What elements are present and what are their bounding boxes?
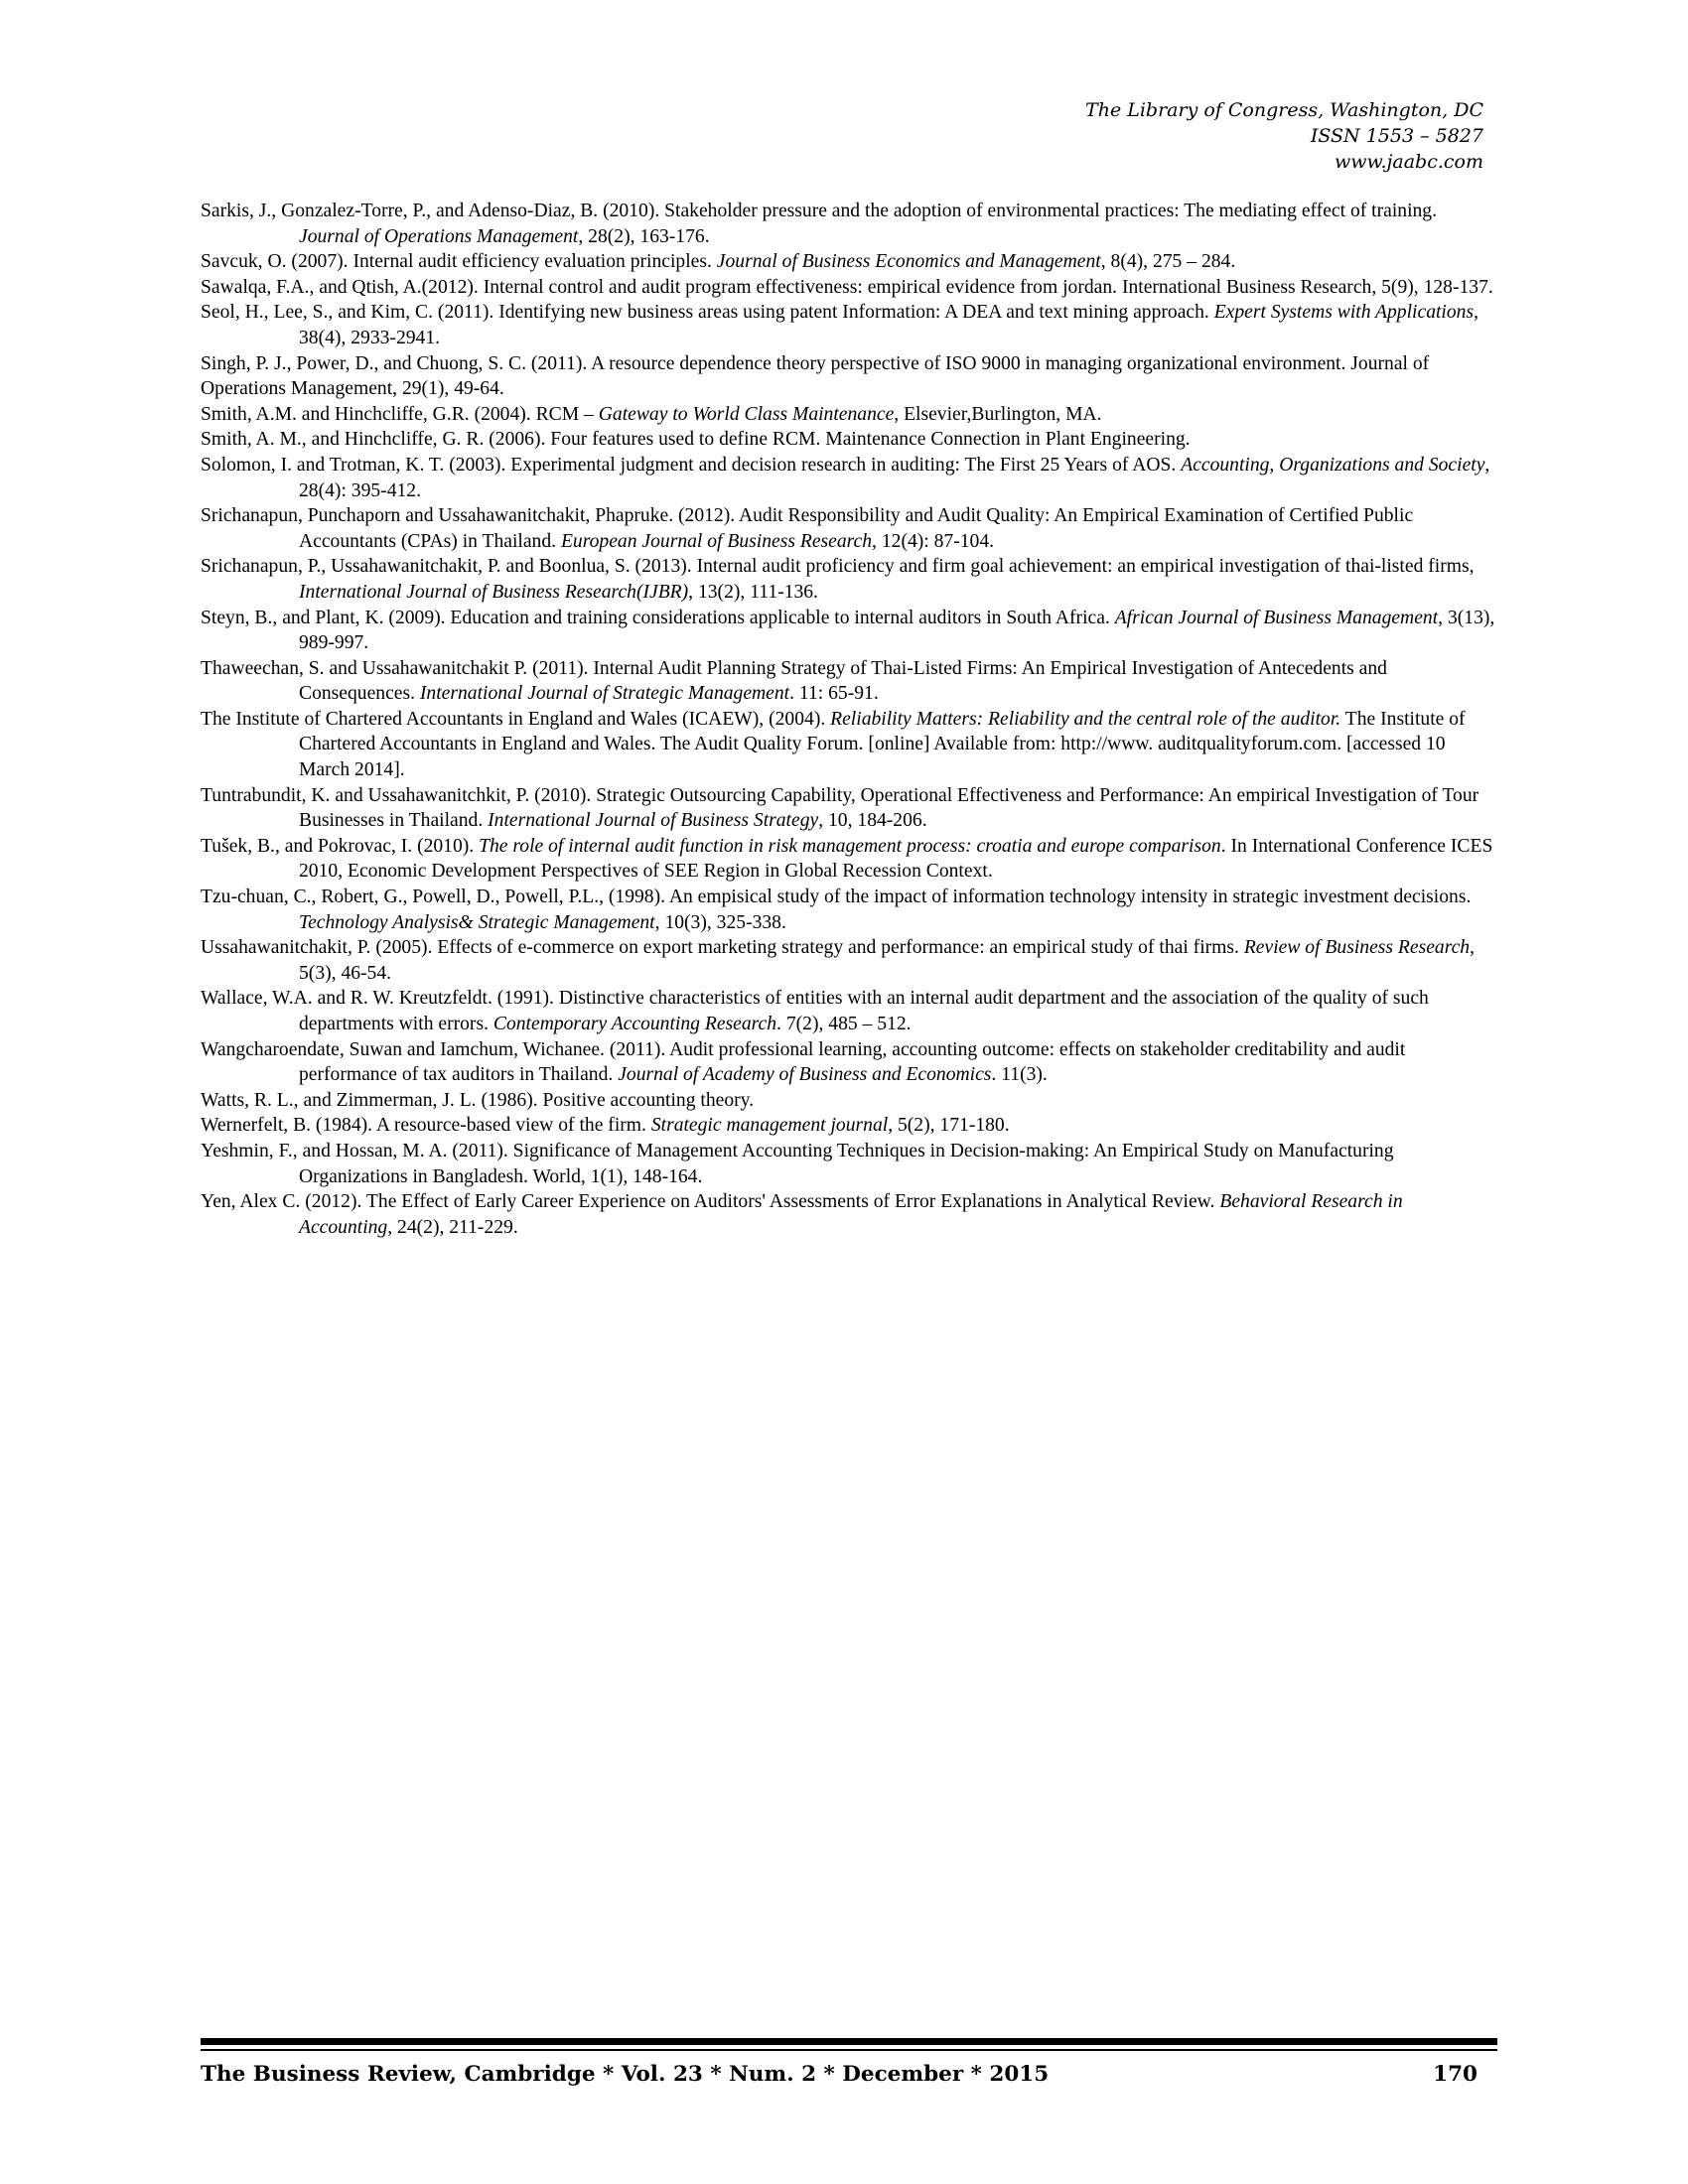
reference-text: Wallace, W.A. and R. W. Kreutzfeldt. (1991). Distinctive characteristics of entities with an internal audit department and the association of the quality of such departments with errors. <box>201 988 1429 1034</box>
reference-entry <box>201 707 1497 783</box>
running-header <box>1085 97 1483 175</box>
reference-entry <box>201 1113 1497 1139</box>
reference-entry <box>201 300 1497 350</box>
reference-entry <box>201 1037 1497 1088</box>
reference-details: , 5(2), 171-180. <box>888 1115 1010 1137</box>
reference-source-title: Journal of Business Economics and Management <box>716 251 1101 273</box>
reference-source-title: International Journal of Strategic Management <box>419 683 790 705</box>
reference-text: Tuntrabundit, K. and Ussahawanitchkit, P. (2010). Strategic Outsourcing Capability, Operational Effectiveness and Performance: An empirical Investigation of Tour Businesses in Thailand. <box>201 784 1479 832</box>
reference-source-title: Review of Business Research <box>1243 937 1471 959</box>
reference-text: Seol, H., Lee, S., and Kim, C. (2011). Identifying new business areas using patent Information: A DEA and text mining approach. <box>201 302 1214 324</box>
reference-details: , 10(3), 325-338. <box>654 911 786 933</box>
reference-details: , 28(2), 163-176. <box>578 225 710 247</box>
reference-source-title: Behavioral Research in Accounting <box>299 1191 1403 1238</box>
footer-rule-thick <box>201 2038 1497 2045</box>
reference-source-title: Gateway to World Class Maintenance <box>598 403 895 425</box>
reference-text: Srichanapun, P., Ussahawanitchakit, P. and Boonlua, S. (2013). Internal audit proficiency and firm goal achievement: an empirical investigation of thai-listed firms, <box>201 556 1475 578</box>
reference-details: , Elsevier,Burlington, MA. <box>894 403 1102 425</box>
reference-source-title: International Journal of Business Research(IJBR) <box>299 581 689 603</box>
reference-source-title: Reliability Matters: Reliability and the central role of the auditor. <box>830 708 1341 730</box>
reference-source-title: The role of internal audit function in risk management process: croatia and europe comparison <box>479 835 1221 857</box>
reference-entry <box>201 453 1497 503</box>
reference-details: . In International Conference ICES 2010, Economic Development Perspectives of SEE Region in Global Recession Context. <box>299 835 1493 883</box>
reference-text: Steyn, B., and Plant, K. (2009). Education and training considerations applicable to internal auditors in South Africa. <box>201 607 1115 628</box>
reference-details: , 38(4), 2933-2941. <box>299 302 1478 348</box>
reference-source-title: Expert Systems with Applications <box>1213 302 1475 324</box>
reference-text: The Institute of Chartered Accountants in England and Wales (ICAEW), (2004). <box>201 708 831 730</box>
reference-text: Wangcharoendate, Suwan and Iamchum, Wichanee. (2011). Audit professional learning, accounting outcome: effects on stakeholder creditability and audit performance of tax auditors in Thailand. <box>201 1038 1406 1086</box>
reference-entry <box>201 783 1497 834</box>
reference-entry <box>201 275 1497 301</box>
reference-details: , 3(13), 989-997. <box>299 607 1495 654</box>
reference-list <box>201 199 1497 1240</box>
reference-text: Wernerfelt, B. (1984). A resource-based view of the firm. <box>201 1115 651 1137</box>
reference-text: Singh, P. J., Power, D., and Chuong, S. C. (2011). A resource dependence theory perspective of ISO 9000 in managing organizational environment. Journal of Operations Management, 29(1), 49-64. <box>201 352 1430 400</box>
reference-details: The Institute of Chartered Accountants in England and Wales. The Audit Quality Forum. [online] Available from: http://www. auditqualityforum.com. [accessed 10 March 2014]. <box>299 708 1466 781</box>
reference-entry <box>201 834 1497 885</box>
reference-source-title: Accounting, Organizations and Society <box>1181 454 1485 476</box>
reference-text: Sawalqa, F.A., and Qtish, A.(2012). Internal control and audit program effectiveness: empirical evidence from jordan. International Business Research, 5(9), 128-137. <box>201 276 1493 298</box>
reference-details: , 8(4), 275 – 284. <box>1100 251 1236 273</box>
reference-text: Watts, R. L., and Zimmerman, J. L. (1986). Positive accounting theory. <box>201 1089 755 1111</box>
reference-entry <box>201 986 1497 1036</box>
reference-entry <box>201 1189 1497 1240</box>
reference-text: Smith, A. M., and Hinchcliffe, G. R. (2006). Four features used to define RCM. Maintenance Connection in Plant Engineering. <box>201 429 1191 451</box>
reference-entry <box>201 1088 1497 1114</box>
reference-entry <box>201 554 1497 605</box>
page-number: 170 <box>1433 2062 1477 2087</box>
footer-journal: The Business Review, Cambridge * Vol. 23 * Num. 2 * December * 2015 <box>201 2062 1050 2087</box>
reference-text: Yeshmin, F., and Hossan, M. A. (2011). Significance of Management Accounting Techniques in Decision-making: An Empirical Study on Manufacturing Organizations in Bangladesh. World, 1(1), 148-164. <box>201 1140 1394 1187</box>
reference-text: Tzu-chuan, C., Robert, G., Powell, D., Powell, P.L., (1998). An empisical study of the impact of information technology intensity in strategic investment decisions. <box>201 887 1472 908</box>
reference-entry <box>201 427 1497 453</box>
reference-text: Ussahawanitchakit, P. (2005). Effects of e-commerce on export marketing strategy and performance: an empirical study of thai firms. <box>201 937 1244 959</box>
reference-entry <box>201 249 1497 275</box>
reference-entry <box>201 199 1497 249</box>
reference-entry <box>201 606 1497 656</box>
reference-details: , 13(2), 111-136. <box>688 581 818 603</box>
reference-details: , 28(4): 395-412. <box>299 454 1490 501</box>
reference-entry <box>201 503 1497 554</box>
footer-rule-thin <box>201 2049 1497 2051</box>
reference-source-title: Journal of Operations Management <box>299 225 579 247</box>
reference-details: . 11(3). <box>991 1064 1048 1086</box>
reference-details: , 5(3), 46-54. <box>299 937 1475 984</box>
header-issn: ISSN 1553 – 5827 <box>1310 125 1483 147</box>
reference-text: Savcuk, O. (2007). Internal audit efficiency evaluation principles. <box>201 251 717 273</box>
reference-source-title: Journal of Academy of Business and Economics <box>618 1064 992 1086</box>
reference-entry <box>201 1139 1497 1189</box>
reference-entry <box>201 656 1497 707</box>
reference-source-title: Strategic management journal <box>650 1115 889 1137</box>
reference-entry <box>201 935 1497 986</box>
reference-details: , 24(2), 211-229. <box>387 1216 518 1238</box>
reference-details: . 7(2), 485 – 512. <box>776 1014 912 1034</box>
reference-text: Tušek, B., and Pokrovac, I. (2010). <box>201 835 480 857</box>
reference-details: , 10, 184-206. <box>818 810 927 832</box>
reference-entry <box>201 402 1497 428</box>
header-website: www.jaabc.com <box>1334 151 1483 173</box>
reference-source-title: Contemporary Accounting Research <box>492 1014 777 1034</box>
reference-text: Smith, A.M. and Hinchcliffe, G.R. (2004). RCM – <box>201 403 599 425</box>
reference-text: Thaweechan, S. and Ussahawanitchakit P. (2011). Internal Audit Planning Strategy of Thai-Listed Firms: An Empirical Investigation of Antecedents and Consequences. <box>201 657 1387 705</box>
reference-entry <box>201 351 1497 402</box>
reference-text: Srichanapun, Punchaporn and Ussahawanitchakit, Phapruke. (2012). Audit Responsibility and Audit Quality: An Empirical Examination of Certified Public Accountants (CPAs) in Thailand. <box>201 505 1414 552</box>
reference-text: Solomon, I. and Trotman, K. T. (2003). Experimental judgment and decision research in auditing: The First 25 Years of AOS. <box>201 454 1182 476</box>
page-footer <box>201 2062 1477 2087</box>
reference-source-title: European Journal of Business Research <box>560 530 873 552</box>
reference-source-title: International Journal of Business Strategy <box>488 810 819 832</box>
reference-entry <box>201 885 1497 935</box>
header-publisher: The Library of Congress, Washington, DC <box>1085 99 1483 121</box>
reference-text: Sarkis, J., Gonzalez-Torre, P., and Adenso-Diaz, B. (2010). Stakeholder pressure and the adoption of environmental practices: The mediating effect of training. <box>201 201 1438 221</box>
reference-text: Yen, Alex C. (2012). The Effect of Early Career Experience on Auditors' Assessments of Error Explanations in Analytical Review. <box>201 1191 1220 1213</box>
reference-source-title: Technology Analysis& Strategic Management <box>299 911 655 933</box>
reference-details: . 11: 65-91. <box>789 683 879 705</box>
reference-details: , 12(4): 87-104. <box>872 530 995 552</box>
reference-source-title: African Journal of Business Management <box>1114 607 1439 628</box>
